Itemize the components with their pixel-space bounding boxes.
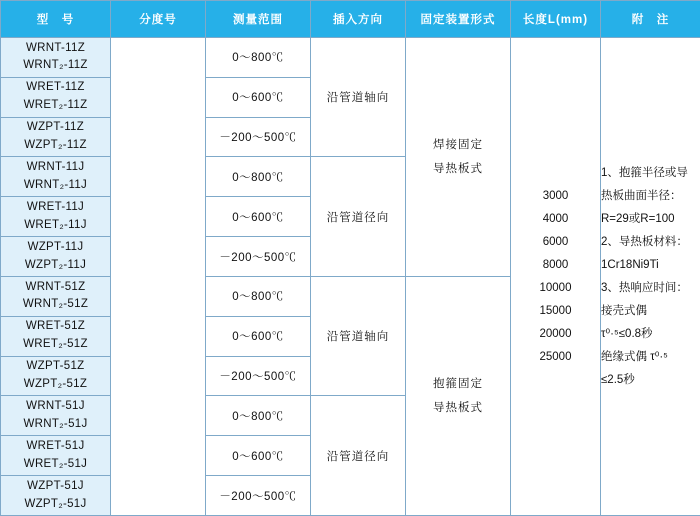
length-item: 6000: [542, 235, 569, 248]
header-model: 型 号: [1, 1, 111, 38]
fixing-line: 导热板式: [433, 401, 483, 414]
range-cell: 0～800℃: [206, 396, 311, 436]
fixing-line: 焊接固定: [433, 138, 483, 151]
length-item: 25000: [539, 350, 572, 363]
length-item: 10000: [539, 281, 572, 294]
graduation-cell: [111, 38, 206, 516]
range-cell: －200～500℃: [206, 476, 311, 516]
header-graduation: 分度号: [111, 1, 206, 38]
note-line: 接壳式偶: [601, 304, 647, 317]
model-cell: WRNT-51J WRNT₂-51J: [1, 396, 111, 436]
length-item: 20000: [539, 327, 572, 340]
note-line: 热板曲面半径：: [601, 189, 682, 202]
fixing-line: 导热板式: [433, 162, 483, 175]
note-line: τ⁰·⁵≤0.8秒: [601, 327, 653, 340]
direction-cell: 沿管道径向: [311, 157, 406, 276]
header-notes: 附 注: [601, 1, 700, 38]
note-line: 1、抱箍半径或导: [601, 166, 688, 179]
length-item: 3000: [542, 189, 569, 202]
note-line: 3、热响应时间：: [601, 281, 688, 294]
model-cell: WRNT-11Z WRNT₂-11Z: [1, 38, 111, 78]
range-cell: －200～500℃: [206, 117, 311, 157]
note-line: 2、导热板材料：: [601, 235, 688, 248]
model-cell: WZPT-11J WZPT₂-11J: [1, 237, 111, 277]
notes-cell: [601, 38, 700, 516]
fixing-cell: [406, 276, 511, 515]
model-cell: WRET-51Z WRET₂-51Z: [1, 316, 111, 356]
range-cell: －200～500℃: [206, 237, 311, 277]
note-line: R=29或R=100: [601, 212, 675, 225]
header-insert-direction: 插入方向: [311, 1, 406, 38]
fixing-line: 抱箍固定: [433, 377, 483, 390]
model-cell: WZPT-11Z WZPT₂-11Z: [1, 117, 111, 157]
model-cell: WZPT-51Z WZPT₂-51Z: [1, 356, 111, 396]
direction-cell: 沿管道径向: [311, 396, 406, 516]
direction-cell: 沿管道轴向: [311, 38, 406, 157]
model-cell: WRNT-51Z WRNT₂-51Z: [1, 276, 111, 316]
range-cell: 0～600℃: [206, 436, 311, 476]
model-cell: WRET-11J WRET₂-11J: [1, 197, 111, 237]
note-line: ≤2.5秒: [601, 373, 635, 386]
range-cell: 0～800℃: [206, 276, 311, 316]
note-line: 绝缘式偶 τ⁰·⁵: [601, 350, 668, 363]
header-length: 长度L(mm): [511, 1, 601, 38]
length-cell: [511, 38, 601, 516]
header-measuring-range: 测量范围: [206, 1, 311, 38]
model-cell: WRET-11Z WRET₂-11Z: [1, 77, 111, 117]
model-cell: WRET-51J WRET₂-51J: [1, 436, 111, 476]
range-cell: 0～600℃: [206, 197, 311, 237]
direction-cell: 沿管道轴向: [311, 276, 406, 395]
fixing-cell: [406, 38, 511, 277]
length-item: 15000: [539, 304, 572, 317]
table-header-row: [1, 1, 700, 38]
range-cell: 0～800℃: [206, 38, 311, 78]
range-cell: 0～800℃: [206, 157, 311, 197]
table-row: [1, 38, 700, 78]
range-cell: －200～500℃: [206, 356, 311, 396]
range-cell: 0～600℃: [206, 316, 311, 356]
note-line: 1Cr18Ni9Ti: [601, 258, 659, 271]
range-cell: 0～600℃: [206, 77, 311, 117]
header-fixing-type: 固定装置形式: [406, 1, 511, 38]
model-cell: WRNT-11J WRNT₂-11J: [1, 157, 111, 197]
model-cell: WZPT-51J WZPT₂-51J: [1, 476, 111, 516]
length-item: 8000: [542, 258, 569, 271]
length-item: 4000: [542, 212, 569, 225]
